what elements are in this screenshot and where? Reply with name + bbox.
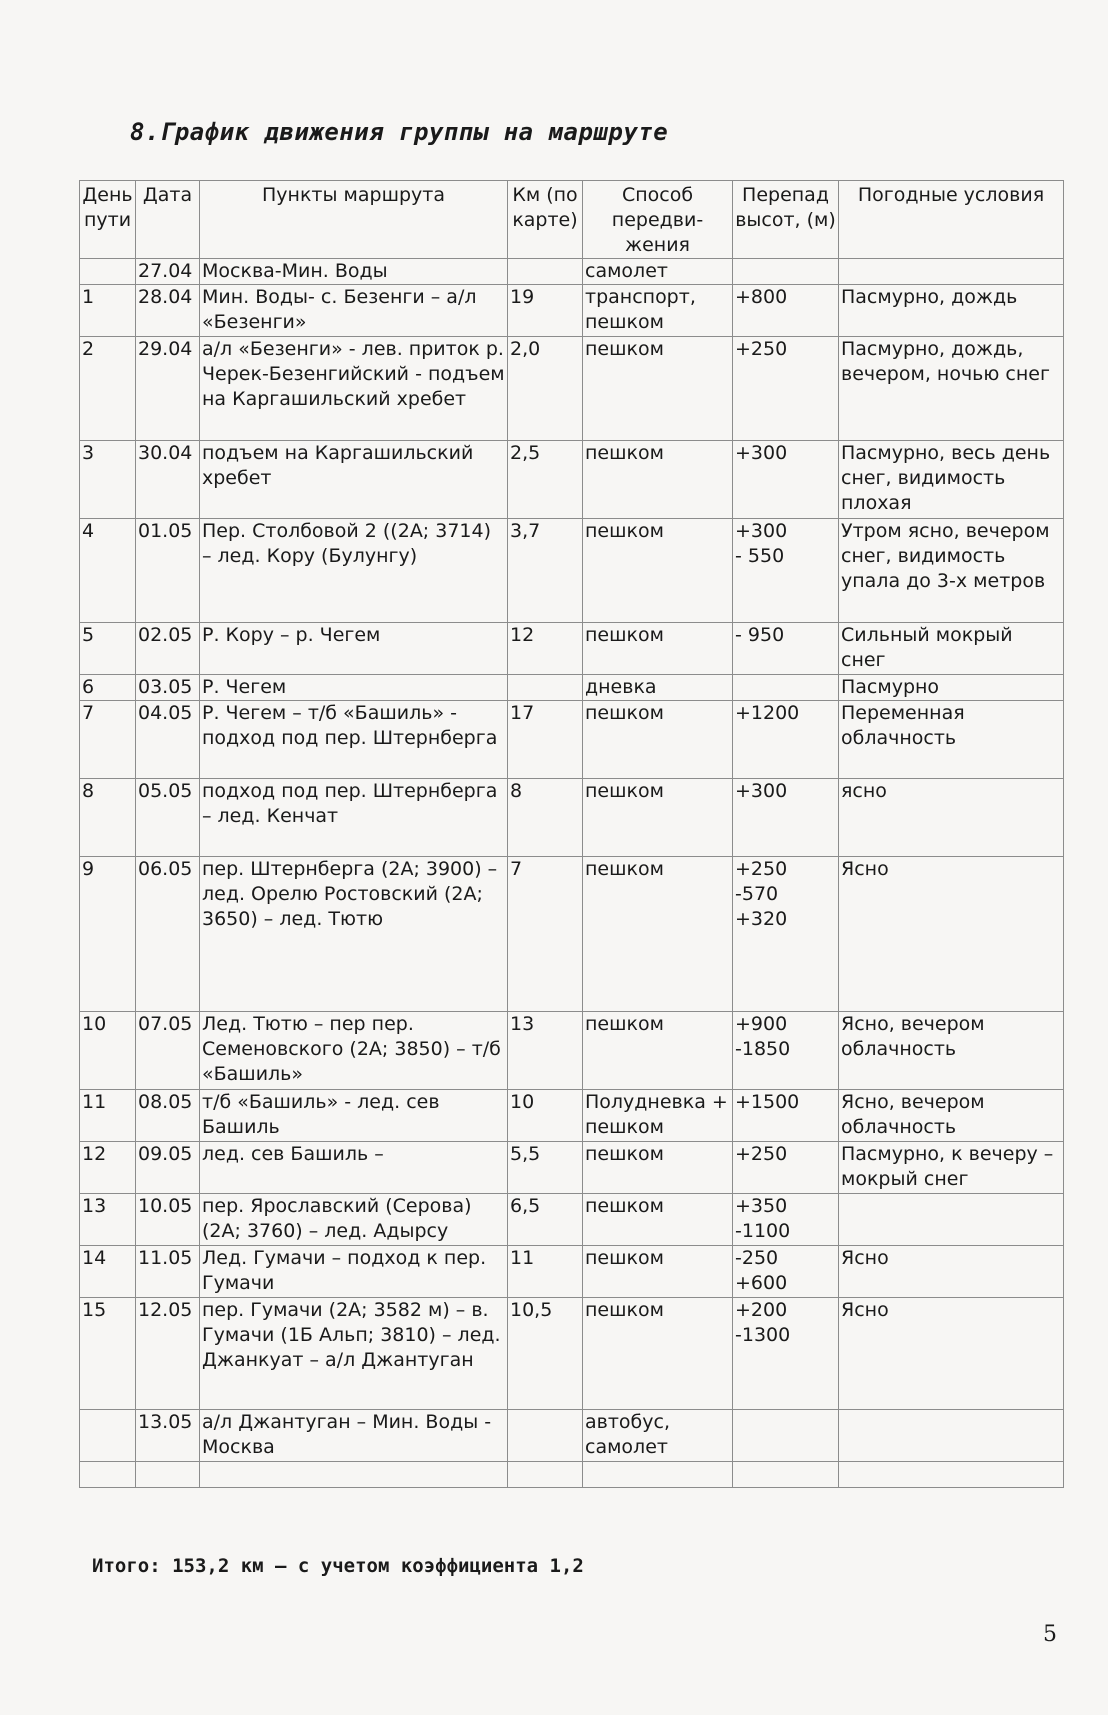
cell-date: 02.05 [136, 623, 200, 675]
header-date: Дата [136, 181, 200, 259]
table-row [80, 1246, 1064, 1298]
cell-weather: Сильный мокрый снег [839, 623, 1064, 675]
cell-km: 6,5 [508, 1194, 583, 1246]
cell-weather: Утром ясно, вечером снег, видимость упала до 3-х метров [839, 519, 1064, 623]
cell-weather [839, 1410, 1064, 1462]
cell-km: 8 [508, 779, 583, 857]
cell-km: 10 [508, 1090, 583, 1142]
cell-date: 07.05 [136, 1012, 200, 1090]
cell-day: 4 [80, 519, 136, 623]
cell-date: 03.05 [136, 675, 200, 701]
section-title: 8.График движения группы на маршруте [130, 118, 669, 146]
cell-date: 05.05 [136, 779, 200, 857]
cell-elevation [733, 259, 839, 285]
table-row [80, 441, 1064, 519]
cell-date: 09.05 [136, 1142, 200, 1194]
cell-elevation [733, 675, 839, 701]
cell-points [200, 1462, 508, 1488]
header-method: Способ передви-жения [583, 181, 733, 259]
cell-elevation: +900 -1850 [733, 1012, 839, 1090]
cell-weather: Переменная облачность [839, 701, 1064, 779]
cell-points: пер. Штернберга (2А; 3900) – лед. Орелю Ростовский (2А; 3650) – лед. Тютю [200, 857, 508, 1012]
table-row [80, 259, 1064, 285]
cell-date: 06.05 [136, 857, 200, 1012]
cell-day: 2 [80, 337, 136, 441]
cell-date: 08.05 [136, 1090, 200, 1142]
cell-day: 7 [80, 701, 136, 779]
cell-weather: Пасмурно, весь день снег, видимость плохая [839, 441, 1064, 519]
cell-method: автобус, самолет [583, 1410, 733, 1462]
cell-date: 29.04 [136, 337, 200, 441]
cell-elevation: +250 [733, 337, 839, 441]
cell-method: пешком [583, 623, 733, 675]
cell-date: 11.05 [136, 1246, 200, 1298]
cell-weather: ясно [839, 779, 1064, 857]
cell-day: 12 [80, 1142, 136, 1194]
cell-km: 2,5 [508, 441, 583, 519]
table-row [80, 1410, 1064, 1462]
cell-elevation: +250 [733, 1142, 839, 1194]
cell-elevation: +1500 [733, 1090, 839, 1142]
cell-date: 28.04 [136, 285, 200, 337]
table-row [80, 701, 1064, 779]
cell-date [136, 1462, 200, 1488]
table-row [80, 779, 1064, 857]
cell-weather: Пасмурно, дождь [839, 285, 1064, 337]
cell-elevation: +300 [733, 779, 839, 857]
cell-date: 10.05 [136, 1194, 200, 1246]
table-row [80, 1142, 1064, 1194]
cell-date: 27.04 [136, 259, 200, 285]
cell-weather: Ясно [839, 1246, 1064, 1298]
cell-method: пешком [583, 1142, 733, 1194]
cell-date: 01.05 [136, 519, 200, 623]
cell-elevation: +300 [733, 441, 839, 519]
cell-date: 30.04 [136, 441, 200, 519]
cell-points: Р. Чегем [200, 675, 508, 701]
cell-method: пешком [583, 337, 733, 441]
cell-day [80, 1410, 136, 1462]
cell-weather: Ясно [839, 857, 1064, 1012]
cell-elevation: +250 -570 +320 [733, 857, 839, 1012]
cell-points: а/л «Безенги» - лев. приток р. Черек-Безенгийский - подъем на Каргашильский хребет [200, 337, 508, 441]
cell-weather: Пасмурно [839, 675, 1064, 701]
cell-points: Пер. Столбовой 2 ((2А; 3714) – лед. Кору (Булунгу) [200, 519, 508, 623]
cell-method: пешком [583, 1298, 733, 1410]
table-row [80, 1090, 1064, 1142]
cell-method: самолет [583, 259, 733, 285]
cell-weather: Пасмурно, к вечеру – мокрый снег [839, 1142, 1064, 1194]
cell-weather [839, 1462, 1064, 1488]
table-row [80, 285, 1064, 337]
cell-date: 12.05 [136, 1298, 200, 1410]
header-points: Пункты маршрута [200, 181, 508, 259]
cell-method: пешком [583, 701, 733, 779]
cell-method: пешком [583, 1194, 733, 1246]
cell-day [80, 1462, 136, 1488]
table-row [80, 1462, 1064, 1488]
cell-points: Р. Кору – р. Чегем [200, 623, 508, 675]
cell-day: 11 [80, 1090, 136, 1142]
header-km: Км (по карте) [508, 181, 583, 259]
cell-method: пешком [583, 1246, 733, 1298]
cell-elevation: +800 [733, 285, 839, 337]
cell-km [508, 259, 583, 285]
cell-method: дневка [583, 675, 733, 701]
cell-method [583, 1462, 733, 1488]
cell-km: 13 [508, 1012, 583, 1090]
cell-method: транспорт, пешком [583, 285, 733, 337]
cell-day: 3 [80, 441, 136, 519]
cell-elevation [733, 1410, 839, 1462]
cell-method: Полудневка + пешком [583, 1090, 733, 1142]
table-header-row [80, 181, 1064, 259]
cell-km: 19 [508, 285, 583, 337]
table-row [80, 675, 1064, 701]
cell-km [508, 675, 583, 701]
cell-day: 8 [80, 779, 136, 857]
cell-elevation [733, 1462, 839, 1488]
cell-weather [839, 259, 1064, 285]
cell-method: пешком [583, 1012, 733, 1090]
cell-points: лед. сев Башиль – [200, 1142, 508, 1194]
cell-day: 14 [80, 1246, 136, 1298]
cell-elevation: -250 +600 [733, 1246, 839, 1298]
cell-weather: Ясно, вечером облачность [839, 1090, 1064, 1142]
cell-method: пешком [583, 857, 733, 1012]
cell-points: а/л Джантуган – Мин. Воды - Москва [200, 1410, 508, 1462]
cell-weather [839, 1194, 1064, 1246]
cell-day: 10 [80, 1012, 136, 1090]
table-row [80, 623, 1064, 675]
table-row [80, 857, 1064, 1012]
header-elevation: Перепад высот, (м) [733, 181, 839, 259]
cell-km [508, 1462, 583, 1488]
cell-points: Лед. Гумачи – подход к пер. Гумачи [200, 1246, 508, 1298]
table-row [80, 337, 1064, 441]
cell-weather: Ясно, вечером облачность [839, 1012, 1064, 1090]
header-weather: Погодные условия [839, 181, 1064, 259]
page-number: 5 [1043, 1622, 1057, 1647]
cell-km: 2,0 [508, 337, 583, 441]
route-schedule-table [79, 180, 1064, 1488]
cell-day: 6 [80, 675, 136, 701]
cell-day: 1 [80, 285, 136, 337]
table-row [80, 1298, 1064, 1410]
cell-points: Лед. Тютю – пер пер. Семеновского (2А; 3850) – т/б «Башиль» [200, 1012, 508, 1090]
cell-day: 9 [80, 857, 136, 1012]
cell-points: Мин. Воды- с. Безенги – а/л «Безенги» [200, 285, 508, 337]
cell-elevation: - 950 [733, 623, 839, 675]
cell-points: пер. Гумачи (2А; 3582 м) – в. Гумачи (1Б Альп; 3810) – лед. Джанкуат – а/л Джантуган [200, 1298, 508, 1410]
cell-elevation: +300 - 550 [733, 519, 839, 623]
cell-points: Р. Чегем – т/б «Башиль» - подход под пер. Штернберга [200, 701, 508, 779]
cell-method: пешком [583, 441, 733, 519]
cell-date: 04.05 [136, 701, 200, 779]
cell-elevation: +200 -1300 [733, 1298, 839, 1410]
cell-method: пешком [583, 779, 733, 857]
cell-km: 11 [508, 1246, 583, 1298]
table-row [80, 1012, 1064, 1090]
cell-km: 17 [508, 701, 583, 779]
cell-km: 12 [508, 623, 583, 675]
cell-date: 13.05 [136, 1410, 200, 1462]
cell-method: пешком [583, 519, 733, 623]
cell-day [80, 259, 136, 285]
cell-km: 3,7 [508, 519, 583, 623]
cell-points: т/б «Башиль» - лед. сев Башиль [200, 1090, 508, 1142]
cell-elevation: +350 -1100 [733, 1194, 839, 1246]
route-total: Итого: 153,2 км – с учетом коэффициента 1,2 [92, 1555, 584, 1577]
cell-points: пер. Ярославский (Серова) (2А; 3760) – лед. Адырсу [200, 1194, 508, 1246]
cell-elevation: +1200 [733, 701, 839, 779]
cell-weather: Ясно [839, 1298, 1064, 1410]
header-day: День пути [80, 181, 136, 259]
cell-km: 10,5 [508, 1298, 583, 1410]
cell-day: 15 [80, 1298, 136, 1410]
cell-km [508, 1410, 583, 1462]
cell-weather: Пасмурно, дождь, вечером, ночью снег [839, 337, 1064, 441]
cell-day: 13 [80, 1194, 136, 1246]
cell-points: подход под пер. Штернберга – лед. Кенчат [200, 779, 508, 857]
cell-points: подъем на Каргашильский хребет [200, 441, 508, 519]
cell-km: 7 [508, 857, 583, 1012]
cell-km: 5,5 [508, 1142, 583, 1194]
table-row [80, 519, 1064, 623]
cell-day: 5 [80, 623, 136, 675]
cell-points: Москва-Мин. Воды [200, 259, 508, 285]
table-row [80, 1194, 1064, 1246]
